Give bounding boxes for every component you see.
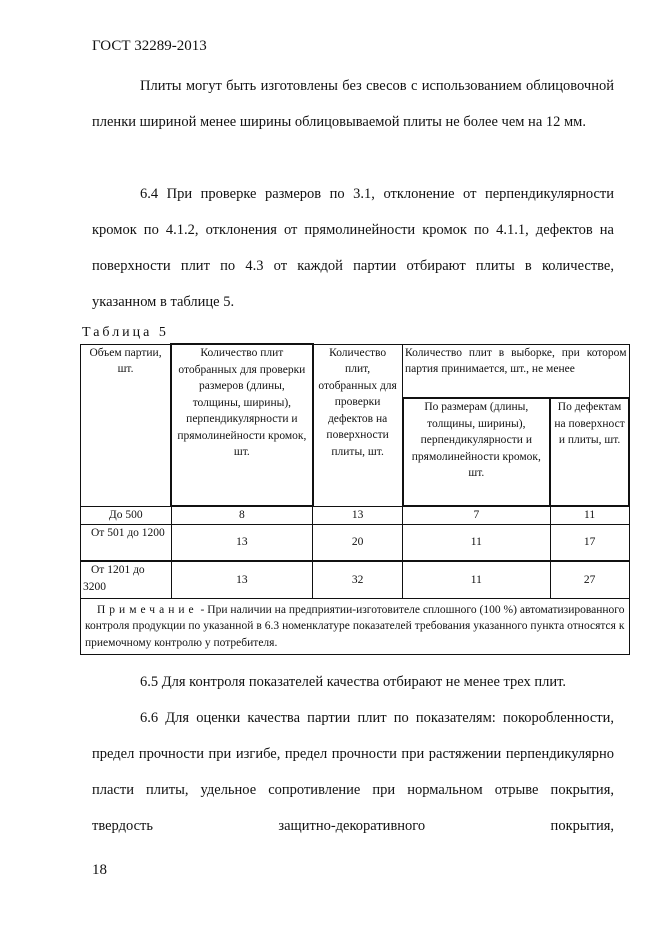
cell: 27 <box>550 561 629 598</box>
cell: 13 <box>171 524 313 561</box>
cell: 8 <box>171 506 313 524</box>
table-row <box>81 506 630 524</box>
note-text: - При наличии на предприятии-изготовителе сплошного (100 %) автоматизированного контроля продукции по указанной в 6.3 номенклатуре показателей требования указанного пункта относятся к приемочному контролю у потребителя. <box>85 603 625 649</box>
cell: 7 <box>403 506 551 524</box>
paragraph-overhang: Плиты могут быть изготовлены без свесов с использованием облицовочной пленки шириной менее ширины облицовываемой плиты не более чем на 12 мм. <box>92 78 614 130</box>
cell: До 500 <box>81 506 172 524</box>
cell: 17 <box>550 524 629 561</box>
header-accept-by-defects: По дефектам на поверхност и плиты, шт. <box>550 398 629 506</box>
table-row <box>81 561 630 598</box>
header-acceptance-group: Количество плит в выборке, при котором партия принимается, шт., не менее <box>403 344 630 398</box>
sampling-table <box>80 343 630 655</box>
paragraph-6-6: 6.6 Для оценки качества партии плит по показателям: покоробленности, предел прочности при изгибе, предел прочности при растяжении перпендикулярно пласти плиты, удельное сопротивление при нормальном отрыве покрытия, твердость защитно-декоративного покрытия, <box>92 710 614 834</box>
cell: От 1201 до 3200 <box>81 561 172 598</box>
document-header: ГОСТ 32289-2013 <box>92 38 207 54</box>
table-caption: Таблица 5 <box>82 325 169 340</box>
cell: 32 <box>313 561 403 598</box>
header-accept-by-size: По размерам (длины, толщины, ширины), перпендикулярности и прямолинейности кромок, шт. <box>403 398 551 506</box>
cell: От 501 до 1200 <box>81 524 172 561</box>
paragraph-6-5: 6.5 Для контроля показателей качества отбирают не менее трех плит. <box>140 674 567 690</box>
table-row <box>81 524 630 561</box>
cell: 11 <box>403 561 551 598</box>
cell: 20 <box>313 524 403 561</box>
page-number: 18 <box>92 862 107 878</box>
cell: 11 <box>550 506 629 524</box>
cell: 13 <box>171 561 313 598</box>
note-label: Примечание <box>97 603 198 616</box>
table-note-row <box>81 598 630 655</box>
header-lot-volume: Объем партии, шт. <box>81 344 172 506</box>
header-size-check-count: Количество плит отобранных для проверки размеров (длины, толщины, ширины), перпендикулярности и прямолинейности кромок, шт. <box>171 344 313 506</box>
cell: 13 <box>313 506 403 524</box>
table-note <box>81 598 630 655</box>
cell: 11 <box>403 524 551 561</box>
header-defect-check-count: Количество плит, отобранных для проверки дефектов на поверхности плиты, шт. <box>313 344 403 506</box>
paragraph-6-4: 6.4 При проверке размеров по 3.1, отклонение от перпендикулярности кромок по 4.1.2, отклонения от прямолинейности кромок по 4.1.1, дефектов на поверхности плит по 4.3 от каждой партии отбирают плиты в количестве, указанном в таблице 5. <box>92 186 614 310</box>
